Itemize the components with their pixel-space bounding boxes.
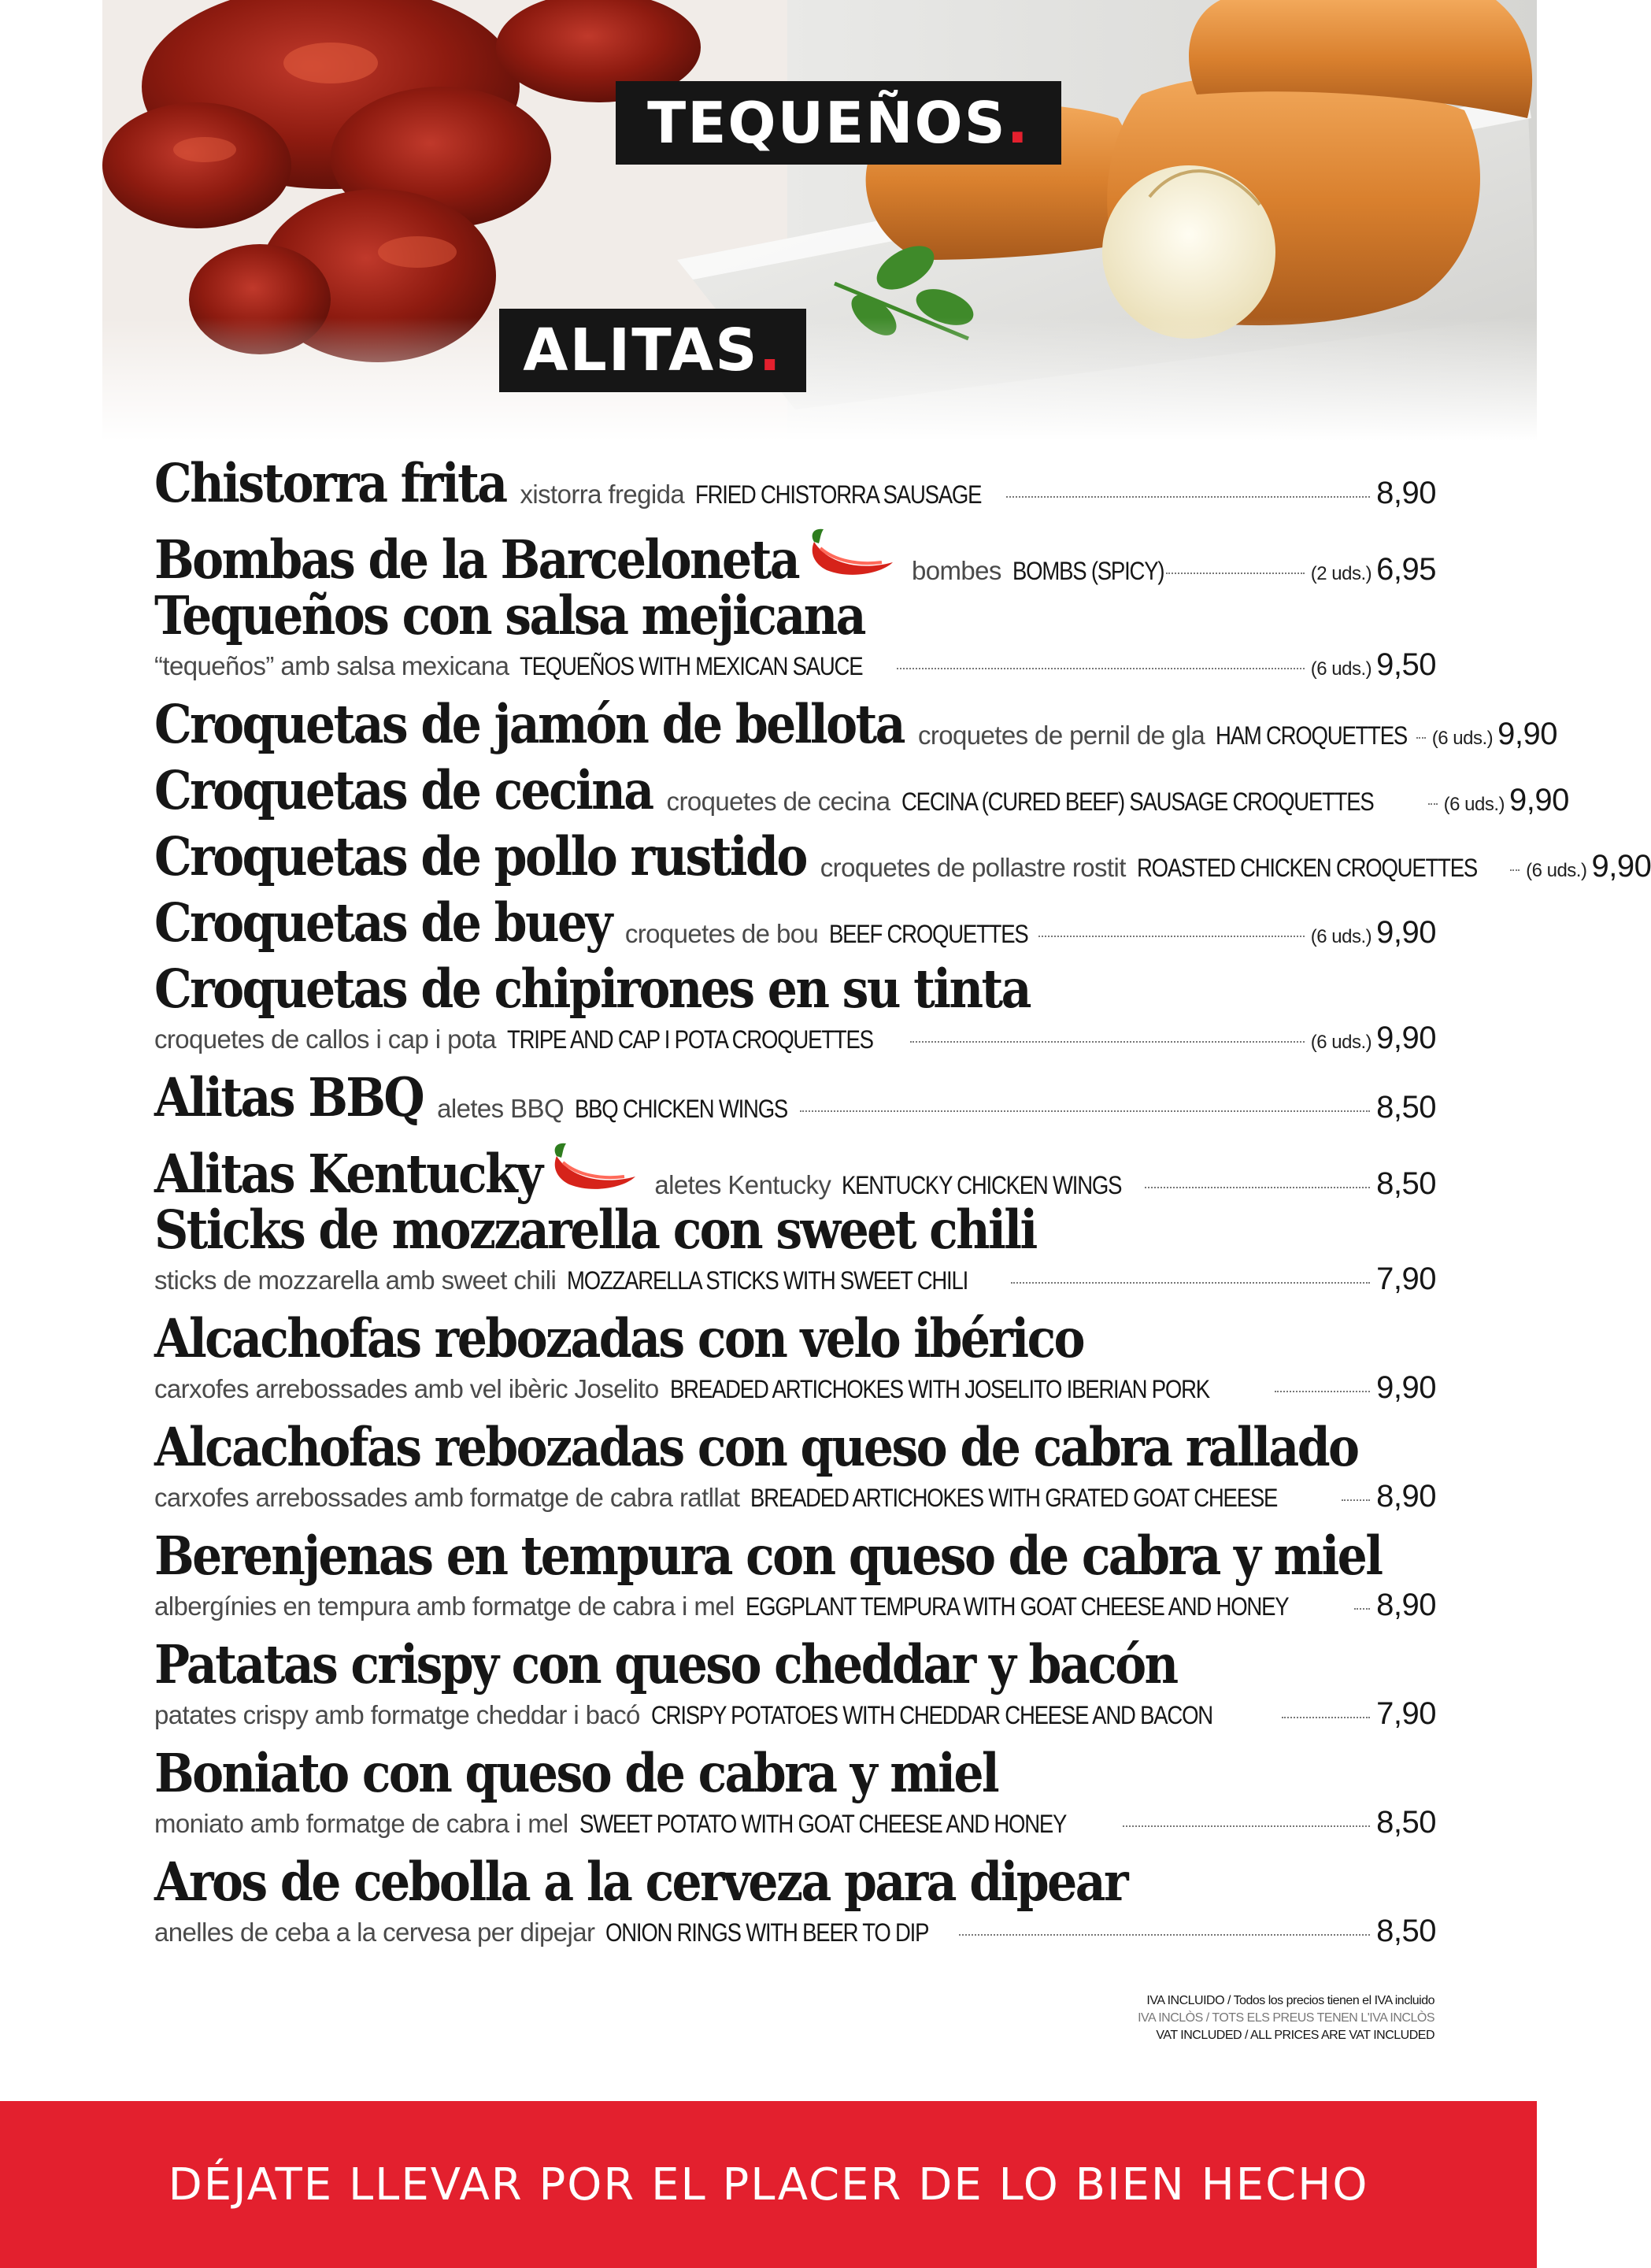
vat-note-catalan: IVA INCLÒS / TOTS ELS PREUS TENEN L'IVA INCLÒS (1138, 2011, 1434, 2025)
item-name: Chistorra frita (154, 453, 506, 515)
item-english: BBQ CHICKEN WINGS (575, 1095, 788, 1123)
item-catalan: aletes BBQ (437, 1094, 565, 1123)
item-catalan: croquetes de cecina (666, 787, 890, 816)
leader-dots (1011, 1282, 1370, 1284)
item-price: 9,90 (1376, 1021, 1436, 1055)
leader-dots (1416, 737, 1426, 739)
banner-alitas (499, 309, 806, 392)
menu-item (154, 958, 1436, 1073)
item-english: BREADED ARTICHOKES WITH JOSELITO IBERIAN PORK (669, 1375, 1209, 1403)
item-english: KENTUCKY CHICKEN WINGS (842, 1171, 1122, 1199)
item-catalan: sticks de mozzarella amb sweet chili (154, 1266, 557, 1295)
menu-item (154, 1199, 1436, 1314)
menu-item (154, 524, 1436, 591)
item-name: Tequeños con salsa mejicana (154, 585, 864, 647)
item-catalan: patates crispy amb formatge cheddar i bacó (154, 1700, 640, 1729)
vat-note-spanish: IVA INCLUIDO / Todos los precios tienen el IVA incluido (1146, 1994, 1434, 2007)
item-name: Alcachofas rebozadas con queso de cabra rallado (154, 1417, 1358, 1479)
item-price: 8,90 (1376, 1479, 1436, 1514)
item-price: 9,90 (1591, 849, 1651, 884)
item-english: BOMBS (SPICY) (1012, 557, 1164, 585)
item-price: 8,90 (1376, 1588, 1436, 1622)
item-english: ROASTED CHICKEN CROQUETTES (1136, 854, 1477, 882)
item-catalan: croquetes de callos i cap i pota (154, 1025, 496, 1054)
menu-item (154, 694, 1558, 765)
item-english: TEQUEÑOS WITH MEXICAN SAUCE (520, 652, 863, 680)
item-name: Croquetas de chipirones en su tinta (154, 958, 1030, 1021)
item-price: 8,50 (1376, 1166, 1436, 1201)
footer-banner (0, 2101, 1537, 2268)
menu-item (154, 1417, 1436, 1531)
item-english: EGGPLANT TEMPURA WITH GOAT CHEESE AND HONEY (745, 1592, 1289, 1621)
banner-tequenos-text: TEQUEÑOS (647, 90, 1007, 156)
item-catalan: albergínies en tempura amb formatge de cabra i mel (154, 1592, 735, 1621)
menu-item (154, 1139, 1436, 1205)
item-price: 7,90 (1376, 1696, 1436, 1731)
item-english: BREADED ARTICHOKES WITH GRATED GOAT CHEESE (750, 1484, 1278, 1512)
leader-dots (910, 1041, 1304, 1043)
menu-item (154, 585, 1436, 699)
item-name: Boniato con queso de cabra y miel (154, 1743, 998, 1805)
leader-dots (1123, 1825, 1370, 1827)
item-english: CRISPY POTATOES WITH CHEDDAR CHEESE AND BACON (650, 1701, 1212, 1729)
chili-pepper-icon (546, 1139, 640, 1194)
leader-dots (959, 1934, 1370, 1936)
menu-item (154, 892, 1436, 964)
item-price: 7,90 (1376, 1262, 1436, 1296)
item-units: (6 uds.) (1310, 1032, 1372, 1053)
leader-dots (1282, 1717, 1370, 1718)
item-units: (6 uds.) (1443, 794, 1505, 815)
item-catalan: “tequeños” amb salsa mexicana (154, 651, 509, 680)
menu-item (154, 760, 1569, 832)
banner-dot: . (758, 317, 783, 384)
item-price: 9,90 (1376, 915, 1436, 950)
vat-note (1138, 1992, 1434, 2044)
item-catalan: croquetes de pollastre rostit (820, 853, 1126, 882)
item-name: Aros de cebolla a la cerveza para dipear (154, 1851, 1127, 1914)
item-price: 8,90 (1376, 476, 1436, 510)
leader-dots (1510, 869, 1520, 871)
item-catalan: moniato amb formatge de cabra i mel (154, 1809, 568, 1838)
item-catalan: croquetes de bou (624, 919, 819, 948)
item-name: Sticks de mozzarella con sweet chili (154, 1199, 1036, 1262)
item-name: Croquetas de buey (154, 892, 611, 954)
leader-dots (1145, 1187, 1370, 1188)
leader-dots (897, 668, 1305, 669)
item-price: 9,90 (1509, 783, 1569, 817)
item-name: Croquetas de pollo rustido (154, 826, 806, 888)
menu-item (154, 1634, 1436, 1748)
leader-dots (800, 1110, 1370, 1112)
item-catalan: aletes Kentucky (654, 1170, 831, 1199)
menu-item (154, 1743, 1436, 1857)
item-units: (6 uds.) (1310, 658, 1372, 680)
item-name: Alcachofas rebozadas con velo ibérico (154, 1308, 1083, 1370)
item-name: Croquetas de cecina (154, 760, 653, 822)
item-units: (2 uds.) (1310, 563, 1372, 584)
item-price: 8,50 (1376, 1914, 1436, 1948)
menu-list (154, 453, 1651, 1966)
item-price: 9,90 (1376, 1370, 1436, 1405)
leader-dots (1354, 1608, 1370, 1610)
item-english: SWEET POTATO WITH GOAT CHEESE AND HONEY (579, 1810, 1066, 1838)
leader-dots (1275, 1391, 1370, 1392)
menu-item (154, 1525, 1436, 1640)
item-price: 9,90 (1497, 717, 1558, 751)
banner-alitas-text: ALITAS (523, 317, 759, 384)
menu-item (154, 453, 1436, 524)
item-name: Croquetas de jamón de bellota (154, 694, 904, 756)
leader-dots (1038, 936, 1305, 937)
item-price: 8,50 (1376, 1805, 1436, 1840)
vat-note-english: VAT INCLUDED / ALL PRICES ARE VAT INCLUDED (1156, 2029, 1434, 2042)
item-english: HAM CROQUETTES (1216, 721, 1408, 750)
item-name: Berenjenas en tempura con queso de cabra y miel (154, 1525, 1382, 1588)
banner-dot: . (1006, 90, 1030, 156)
item-name: Patatas crispy con queso cheddar y bacón (154, 1634, 1177, 1696)
menu-item (154, 826, 1651, 898)
item-catalan: anelles de ceba a la cervesa per dipejar (154, 1918, 595, 1947)
leader-dots (1166, 573, 1304, 574)
leader-dots (1428, 803, 1438, 805)
item-catalan: bombes (912, 556, 1001, 585)
item-price: 6,95 (1376, 552, 1436, 587)
item-name: Alitas BBQ (154, 1067, 424, 1129)
item-catalan: croquetes de pernil de gla (917, 721, 1205, 750)
item-units: (6 uds.) (1310, 926, 1372, 947)
menu-item (154, 1067, 1436, 1139)
item-catalan: xistorra fregida (520, 480, 685, 509)
item-english: FRIED CHISTORRA SAUSAGE (695, 480, 982, 509)
hero-photo (0, 0, 1537, 441)
item-english: ONION RINGS WITH BEER TO DIP (605, 1918, 929, 1947)
item-english: CECINA (CURED BEEF) SAUSAGE CROQUETTES (901, 788, 1374, 816)
item-units: (6 uds.) (1431, 728, 1494, 749)
leader-dots (1342, 1499, 1371, 1501)
menu-item (154, 1308, 1436, 1422)
item-name: Bombas de la Barceloneta (154, 529, 799, 591)
chili-pepper-icon (803, 524, 898, 580)
item-catalan: carxofes arrebossades amb formatge de cabra ratllat (154, 1483, 740, 1512)
footer-slogan: DÉJATE LLEVAR POR EL PLACER DE LO BIEN HECHO (168, 2159, 1369, 2211)
item-price: 9,50 (1376, 647, 1436, 682)
item-price: 8,50 (1376, 1090, 1436, 1125)
item-english: BEEF CROQUETTES (829, 920, 1028, 948)
banner-tequenos (616, 81, 1061, 165)
item-units: (6 uds.) (1526, 860, 1587, 881)
item-english: MOZZARELLA STICKS WITH SWEET CHILI (567, 1266, 968, 1295)
menu-item (154, 1851, 1436, 1966)
item-catalan: carxofes arrebossades amb vel ibèric Joselito (154, 1374, 659, 1403)
leader-dots (1006, 496, 1371, 498)
item-name: Alitas Kentucky (154, 1143, 542, 1206)
item-english: TRIPE AND CAP I POTA CROQUETTES (506, 1025, 873, 1054)
